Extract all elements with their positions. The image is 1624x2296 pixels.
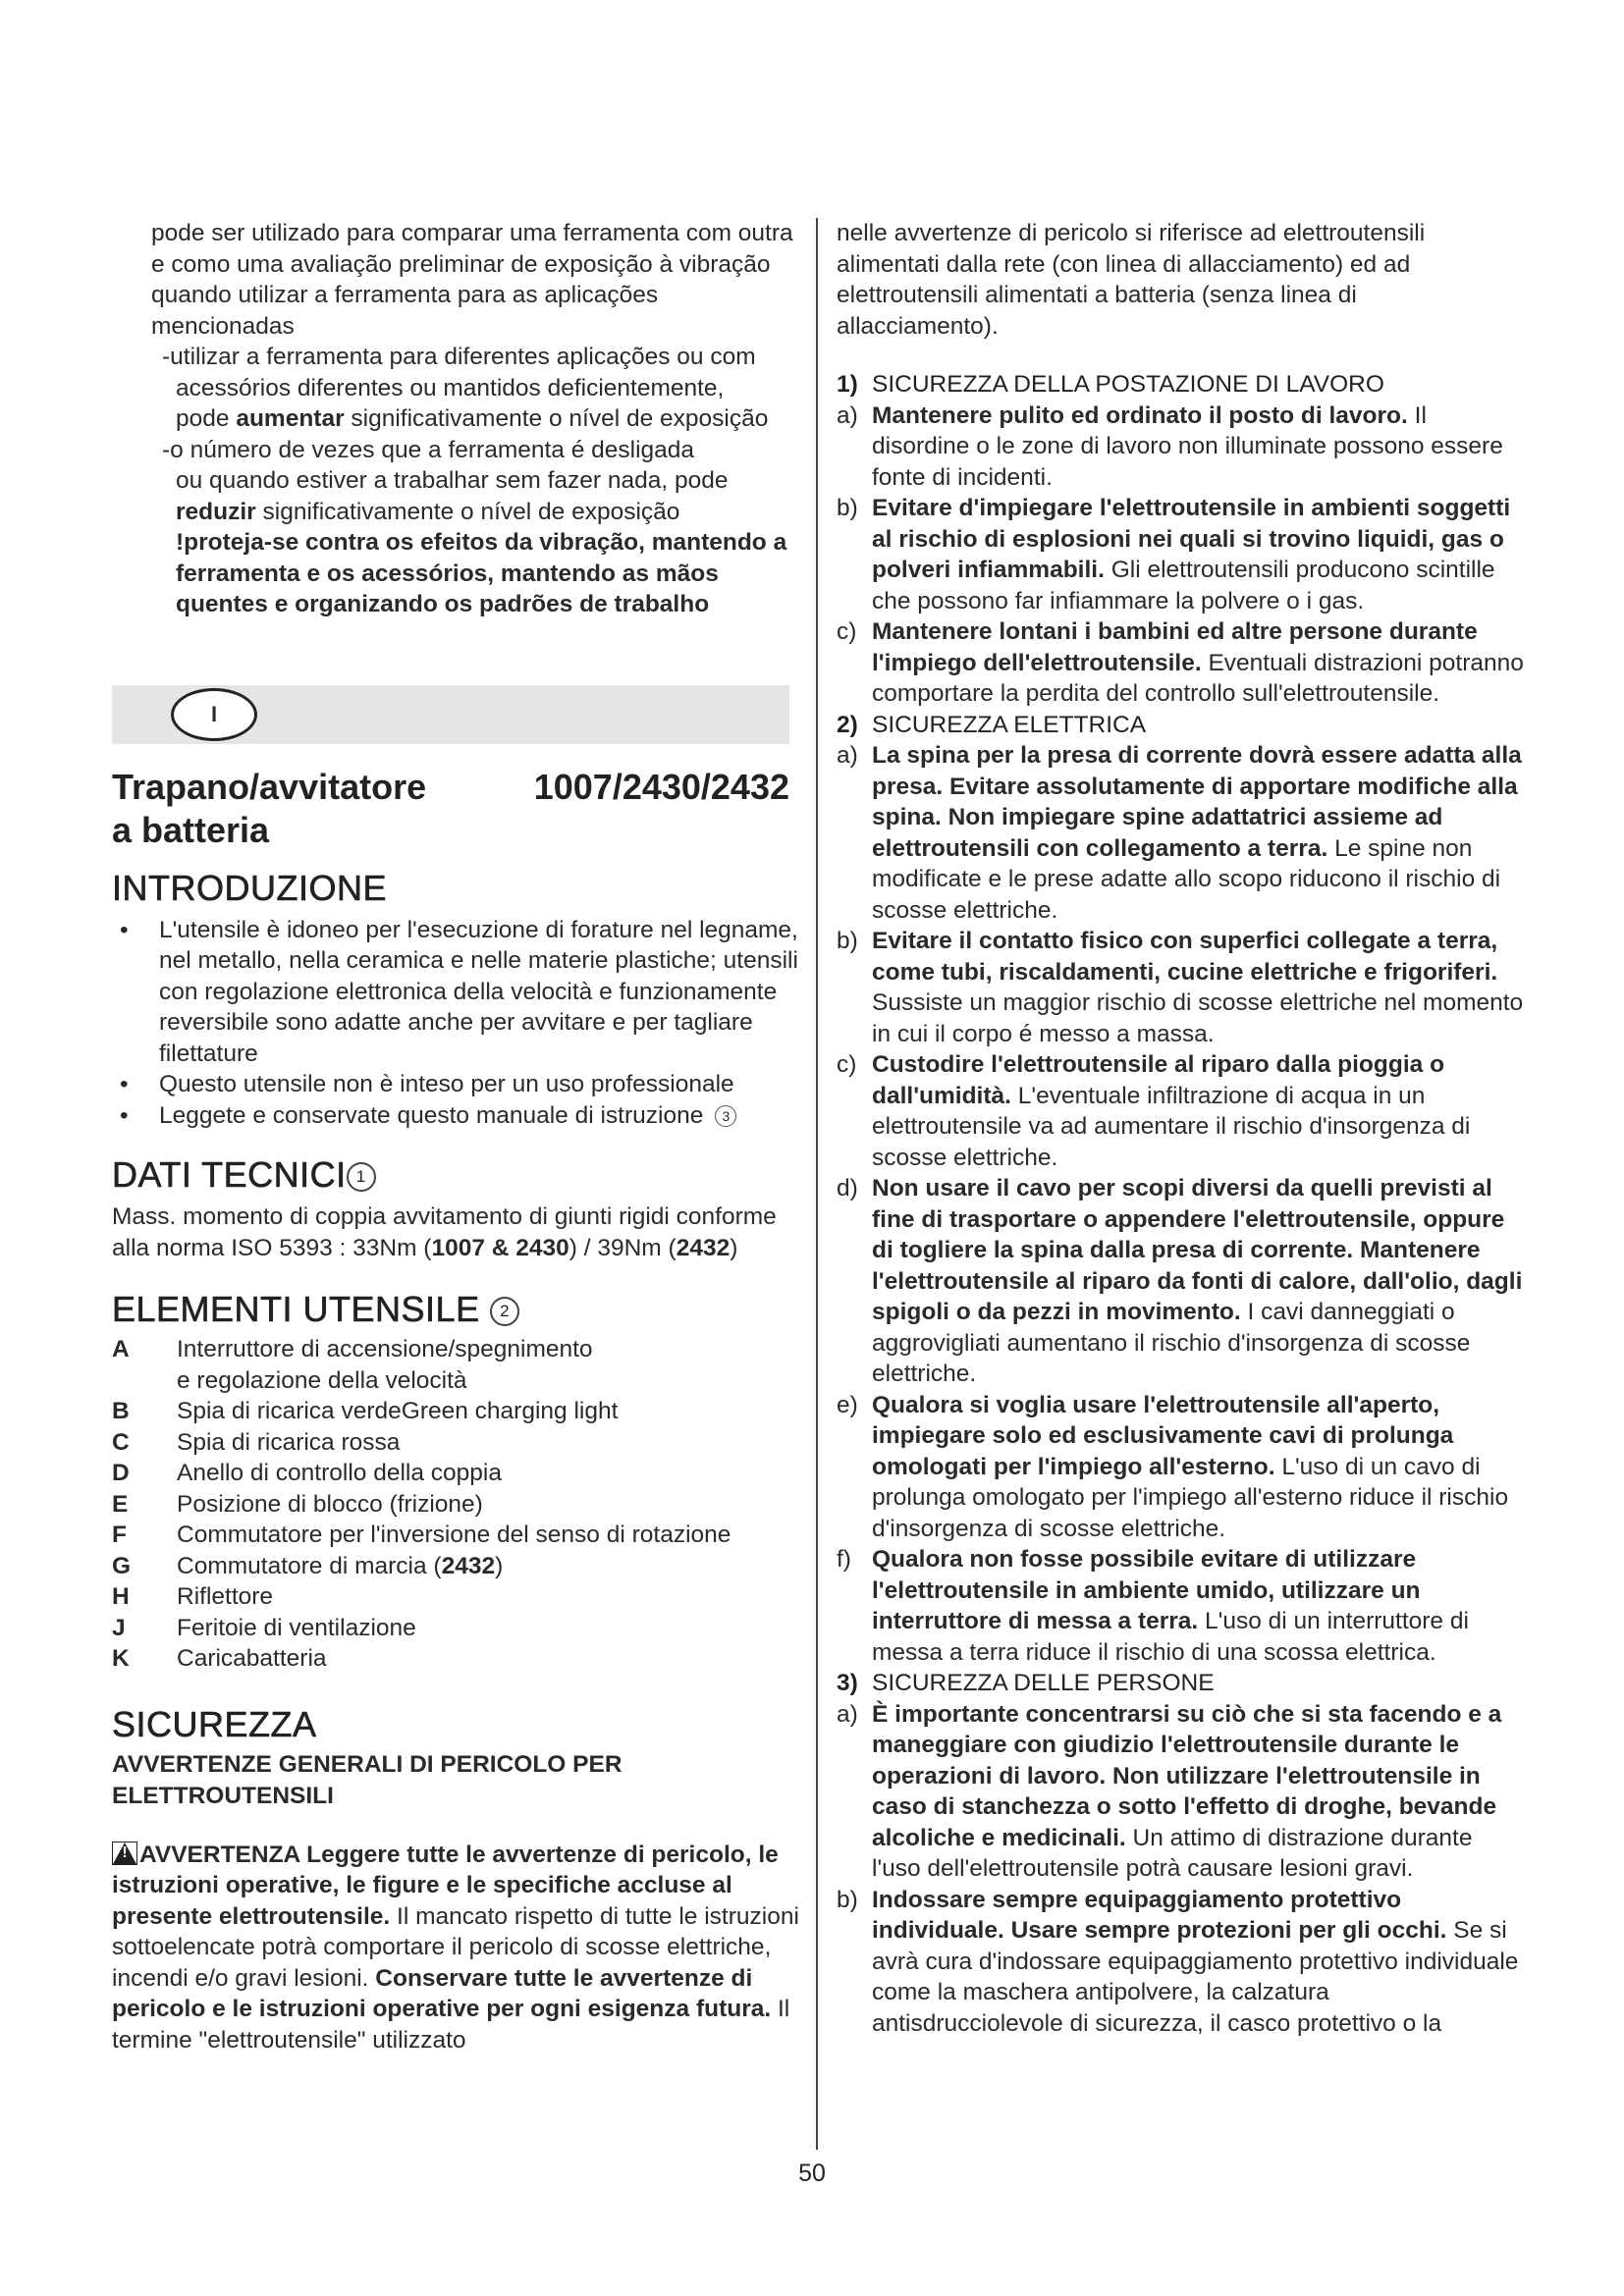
list-item: K Caricabatteria: [112, 1645, 327, 1672]
list-item: • Questo utensile non è inteso per un uso professionale: [120, 1071, 734, 1097]
avvertenze-subheading: AVVERTENZE GENERALI DI PERICOLO PER ELETTROUTENSILI: [112, 1750, 623, 1809]
list-item: B Spia di ricarica verdeGreen charging light: [112, 1398, 619, 1424]
list-item: C Spia di ricarica rossa: [112, 1428, 401, 1456]
list-item: c) Custodire l'elettroutensile al riparo dalla pioggia o dall'umidità. L'eventuale infiltrazione di acqua in un elettroutensile va ad aumentare il rischio d'insorgenza di scosse elettriche.: [837, 1051, 1471, 1171]
elementi-list: [112, 1334, 799, 1675]
list-item: H Riflettore: [112, 1583, 274, 1610]
list-item: f) Qualora non fosse possibile evitare di utilizzare l'elettroutensile in ambiente umido, utilizzare un interruttore di messa a terra. L'uso di un interruttore di messa a terra riduce il rischio di una scossa elettrica.: [837, 1546, 1469, 1666]
intro-heading: INTRODUZIONE: [112, 867, 387, 908]
language-bar: [112, 685, 789, 744]
list-item: J Feritoie di ventilazione: [112, 1614, 416, 1641]
list-item: a) È importante concentrarsi su ciò che si sta facendo e a maneggiare con giudizio l'elettroutensile durante le operazioni di lavoro. Non utilizzare l'elettroutensile in caso di stanchezza o sotto l'effetto di droghe, bevande alcoliche e medicinali. Un attimo di distrazione durante l'uso dell'elettroutensile potrà causare lesioni gravi.: [837, 1700, 1502, 1882]
title-line-1: Trapano/avvitatore: [112, 766, 427, 807]
pt-intro-text: pode ser utilizado para comparar uma ferramenta com outra e como uma avaliação preliminar de exposição à vibração quando utilizar a ferramenta para as aplicações mencionadas: [151, 220, 793, 340]
section-1: [837, 369, 1524, 710]
column-divider: [816, 218, 818, 2150]
list-item: D Anello di controllo della coppia: [112, 1460, 502, 1486]
list-item: A Interruttore di accensione/spegnimento e regolazione della velocità: [112, 1336, 593, 1394]
pt-list-item: -utilizar a ferramenta para diferentes aplicações ou com acessórios diferentes ou mantidos deficientemente, pode aumentar significativamente o nível de exposição: [162, 344, 769, 432]
section-3: [837, 1668, 1524, 2039]
section-2: [837, 710, 1524, 1669]
product-title: [112, 766, 799, 852]
figure-ref-icon: 3: [715, 1105, 736, 1127]
intro-list: [112, 915, 799, 1132]
list-item: a) Mantenere pulito ed ordinato il posto di lavoro. Il disordine o le zone di lavoro non illuminate possono essere fonte di incidenti.: [837, 401, 1503, 491]
section-heading: 3) SICUREZZA DELLE PERSONE: [837, 1670, 1215, 1696]
warning-icon: !: [112, 1842, 137, 1865]
list-item: G Commutatore di marcia (2432): [112, 1552, 504, 1579]
figure-ref-icon: 1: [347, 1162, 376, 1192]
list-item: e) Qualora si voglia usare l'elettroutensile all'aperto, impiegare solo ed esclusivamente cavi di prolunga omologati per l'impiego all'esterno. L'uso di un cavo di prolunga omologato per l'impiego all'esterno riduce il rischio d'insorgenza di scosse elettriche.: [837, 1391, 1509, 1542]
figure-ref-icon: 2: [490, 1297, 519, 1326]
dati-text: Mass. momento di coppia avvitamento di giunti rigidi conforme alla norma ISO 5393 : 33Nm (1007 & 2430) / 39Nm (2432): [112, 1203, 777, 1261]
sicurezza-heading: SICUREZZA: [112, 1703, 317, 1744]
list-item: a) La spina per la presa di corrente dovrà essere adatta alla presa. Evitare assolutamente di apportare modifiche alla spina. Non impiegare spine adattatrici assieme ad elettroutensili con collegamento a terra. Le spine non modificate e le prese adatte allo scopo riducono il rischio di scosse elettriche.: [837, 742, 1522, 924]
warning-paragraph: ! AVVERTENZA Leggere tutte le avvertenze di pericolo, le istruzioni operative, le figure e le specifiche accluse al presente elettroutensile. Il mancato rispetto di tutte le istruzioni sottoelencate potrà comportare il pericolo di scosse elettriche, incendi e/o gravi lesioni. Conservare tutte le avvertenze di pericolo e le istruzioni operative per ogni esigenza futura. Il termine "elettroutensile" utilizzato: [112, 1841, 799, 2054]
list-item: b) Evitare il contatto fisico con superfici collegate a terra, come tubi, riscaldamenti, cucine elettriche e frigoriferi. Sussiste un maggior rischio di scosse elettriche nel momento in cui il corpo é messo a massa.: [837, 928, 1524, 1047]
list-item: • L'utensile è idoneo per l'esecuzione di forature nel legname, nel metallo, nella ceramica e nelle materie plastiche; utensili con regolazione elettronica della velocità e funzionamente reversibile sono adatte anche per avvitare e per tagliare filettature: [120, 916, 798, 1067]
right-intro-text: nelle avvertenze di pericolo si riferisce ad elettroutensili alimentati dalla rete (con linea di allacciamento) ed ad elettroutensili alimentati a batteria (senza linea di allacciamento).: [837, 220, 1426, 340]
list-item: c) Mantenere lontani i bambini ed altre persone durante l'impiego dell'elettroutensile. Eventuali distrazioni potranno comportare la perdita del controllo sull'elettroutensile.: [837, 618, 1524, 707]
list-item: b) Evitare d'impiegare l'elettroutensile in ambienti soggetti al rischio di esplosioni nei quali si trovino liquidi, gas o polveri infiammabili. Gli elettroutensili producono scintille che possono far infiammare la polvere o i gas.: [837, 495, 1511, 614]
left-column: [112, 218, 799, 2056]
elementi-heading: ELEMENTI UTENSILE 2: [112, 1289, 799, 1330]
list-item: E Posizione di blocco (frizione): [112, 1490, 483, 1518]
pt-warning-text: !proteja-se contra os efeitos da vibração, mantendo a ferramenta e os acessórios, mantendo as mãos quentes e organizando os padrões de trabalho: [176, 529, 787, 617]
list-item: F Commutatore per l'inversione del senso di rotazione: [112, 1522, 731, 1548]
dati-heading: DATI TECNICI 1: [112, 1154, 799, 1196]
language-badge: I: [171, 688, 257, 741]
section-heading: 2) SICUREZZA ELETTRICA: [837, 711, 1147, 738]
pt-list-item: -o número de vezes que a ferramenta é desligada ou quando estiver a trabalhar sem fazer nada, pode reduzir significativamente o nível de exposição: [162, 436, 729, 525]
model-numbers: 1007/2430/2432: [533, 766, 789, 807]
title-line-2: a batteria: [112, 809, 270, 850]
page-number: 50: [798, 2160, 826, 2187]
list-item: • Leggete e conservate questo manuale di istruzione 3: [112, 1100, 799, 1132]
list-item: d) Non usare il cavo per scopi diversi da quelli previsti al fine di trasportare o appendere l'elettroutensile, oppure di togliere la spina dalla presa di corrente. Mantenere l'elettroutensile al riparo da fonti di calore, dall'olio, dagli spigoli o da pezzi in movimento. I cavi danneggiati o aggrovigliati aumentano il rischio d'insorgenza di scosse elettriche.: [837, 1175, 1523, 1387]
section-heading: 1) SICUREZZA DELLA POSTAZIONE DI LAVORO: [837, 371, 1384, 398]
list-item: b) Indossare sempre equipaggiamento protettivo individuale. Usare sempre protezioni per gli occhi. Se si avrà cura d'indossare equipaggiamento protettivo individuale come la maschera antipolvere, la calzatura antisdrucciolevole di sicurezza, il casco protettivo o la: [837, 1886, 1519, 2037]
right-column: [837, 218, 1524, 2039]
